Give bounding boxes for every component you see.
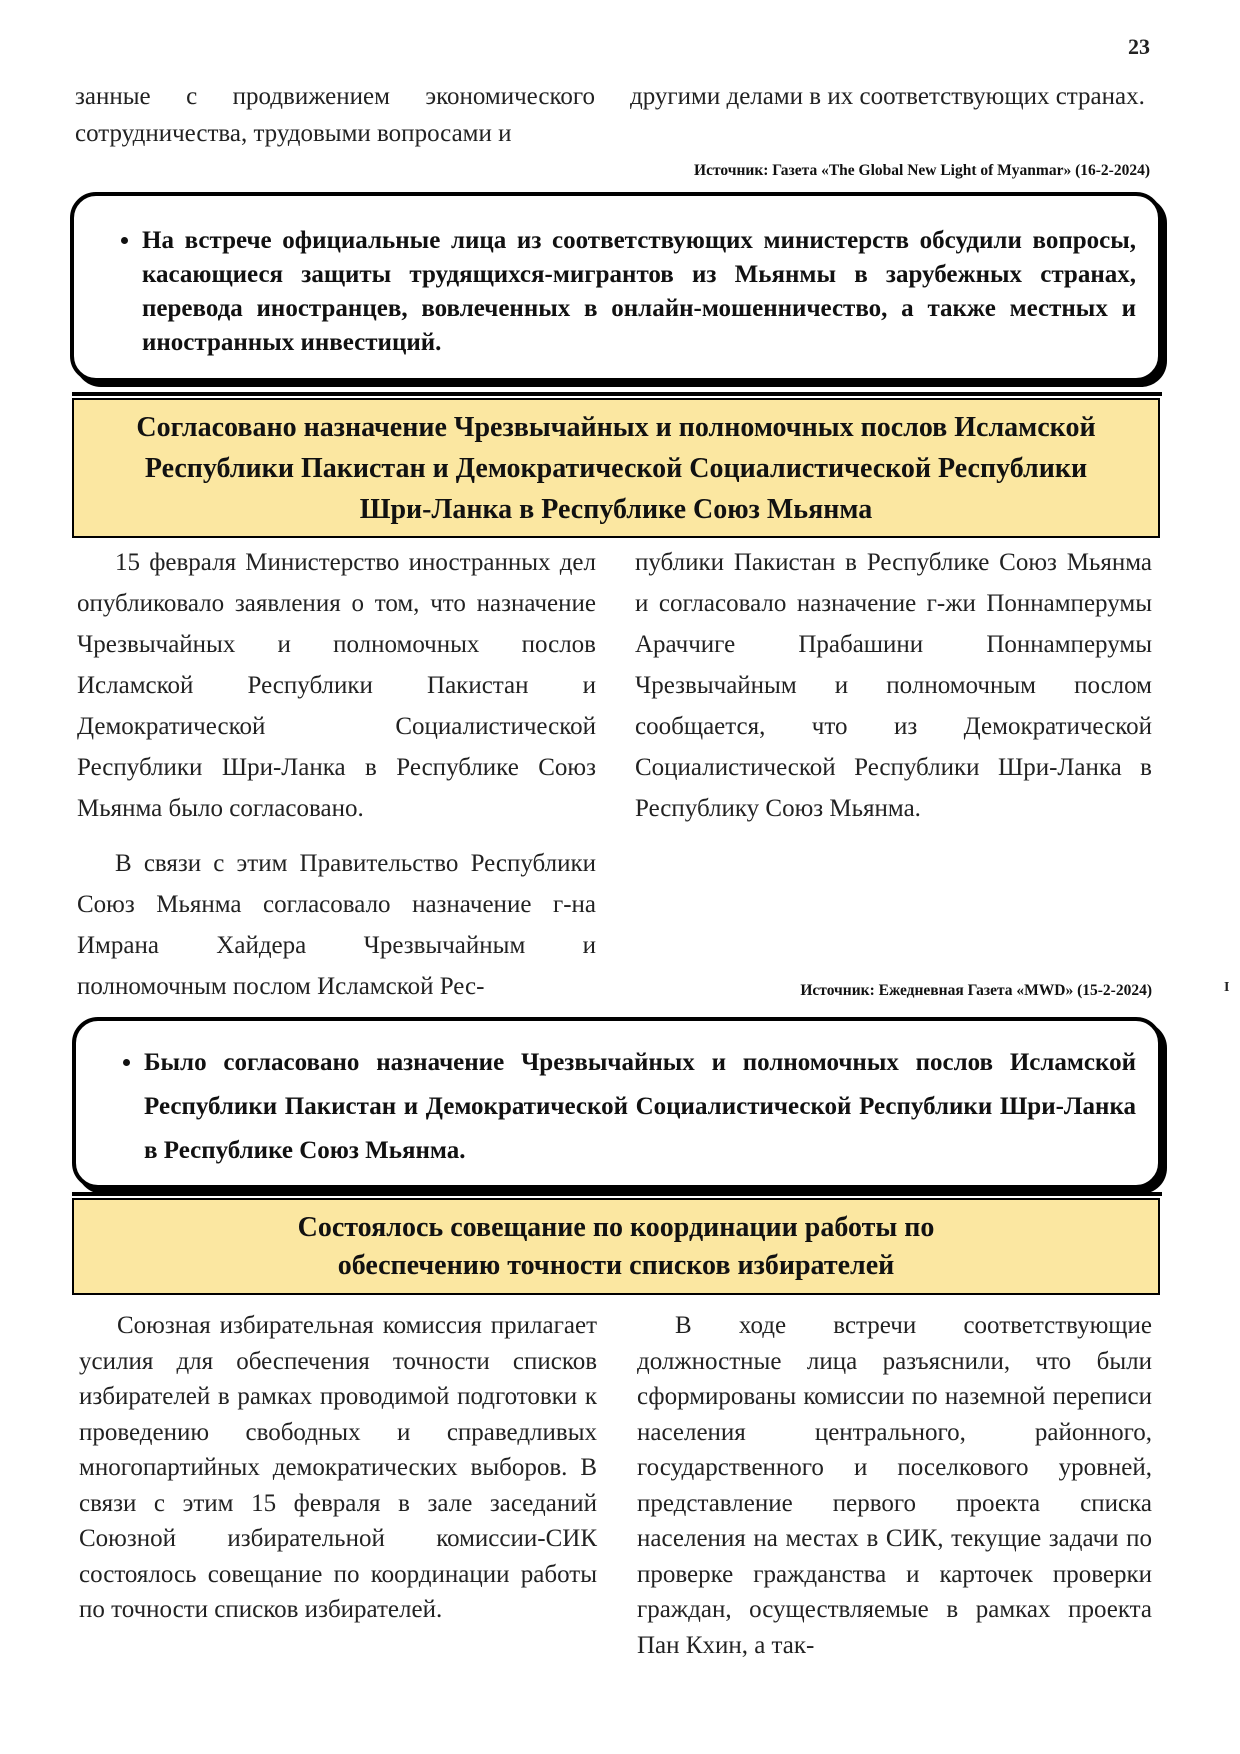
top-right-column: [630, 78, 1150, 115]
summary-box-2: [72, 1017, 1162, 1189]
summary-2-text: • Было согласовано назначение Чрезвычайных и полномочных послов Исламской Республики Пакистан и Демократической Социалистической Республики Шри-Ланка в Республике Союз Мьянма.: [144, 1041, 1136, 1173]
top-left-column: [75, 78, 595, 152]
divider-rule-1: [72, 392, 1162, 396]
article-1-left-paragraph-1: 15 февраля Министерство иностранных дел опубликовало заявления о том, что назначение Чрезвычайных и полномочных послов Исламской Республики Пакистан и Демократической Социалистической Республики Шри-Ланка в Республике Союз Мьянма было согласовано.: [77, 549, 596, 822]
article-2-right-paragraph-1: В ходе встречи соответствующие должностные лица разъяснили, что были сформированы комиссии по наземной переписи населения центрального, районного, государственного и поселкового уровней, представление первого проекта списка населения на местах в СИК, текущие задачи по проверке гражданства и карточек проверки граждан, осуществляемые в рамках проекта Пан Кхин, а так-: [637, 1312, 1152, 1659]
article-1-left-column: [77, 542, 596, 1007]
article-1-left-paragraph-2: В связи с этим Правительство Республики Союз Мьянма согласовало назначение г-на Имрана Хайдера Чрезвычайным и полномочным послом Исламской Рес-: [77, 850, 596, 1000]
article-1-right-column: [635, 542, 1152, 829]
article-1-heading: Согласовано назначение Чрезвычайных и полномочных послов Исламской Республики Пакистан и Демократической Социалистической Республики Шри-Ланка в Республике Союз Мьянма: [72, 398, 1160, 538]
divider-rule-2: [72, 1192, 1162, 1196]
article-2-heading: Состоялось совещание по координации работы по обеспечению точности списков избирателей: [72, 1198, 1160, 1295]
top-left-text: занные с продвижением экономического сотрудничества, трудовыми вопросами и: [75, 83, 595, 147]
summary-box-1: [70, 192, 1162, 382]
source-line-2: Источник: Ежедневная Газета «MWD» (15-2-2024): [800, 982, 1152, 999]
page-number: 23: [1128, 34, 1150, 59]
article-2-right-column: [637, 1308, 1152, 1663]
margin-mark: I: [1224, 980, 1230, 995]
article-1-right-paragraph-1: публики Пакистан в Республике Союз Мьянма и согласовало назначение г-жи Поннамперумы Араччиге Прабашини Поннамперумы Чрезвычайным и полномочным послом сообщается, что из Демократической Социалистической Республики Шри-Ланка в Республику Союз Мьянма.: [635, 549, 1152, 822]
article-2-left-column: [79, 1308, 597, 1628]
summary-1-text: • На встрече официальные лица из соответствующих министерств обсудили вопросы, касающиеся защиты трудящихся-мигрантов из Мьянмы в зарубежных странах, перевода иностранцев, вовлеченных в онлайн-мошенничество, а также местных и иностранных инвестиций.: [142, 224, 1136, 360]
top-right-text: другими делами в их соответствующих странах.: [630, 83, 1145, 110]
source-line-1: Источник: Газета «The Global New Light of Myanmar» (16-2-2024): [694, 162, 1150, 179]
article-2-left-paragraph-1: Союзная избирательная комиссия прилагает усилия для обеспечения точности списков избирателей в рамках проводимой подготовки к проведению свободных и справедливых многопартийных демократических выборов. В связи с этим 15 февраля в зале заседаний Союзной избирательной комиссии-СИК состоялось совещание по координации работы по точности списков избирателей.: [79, 1312, 597, 1623]
